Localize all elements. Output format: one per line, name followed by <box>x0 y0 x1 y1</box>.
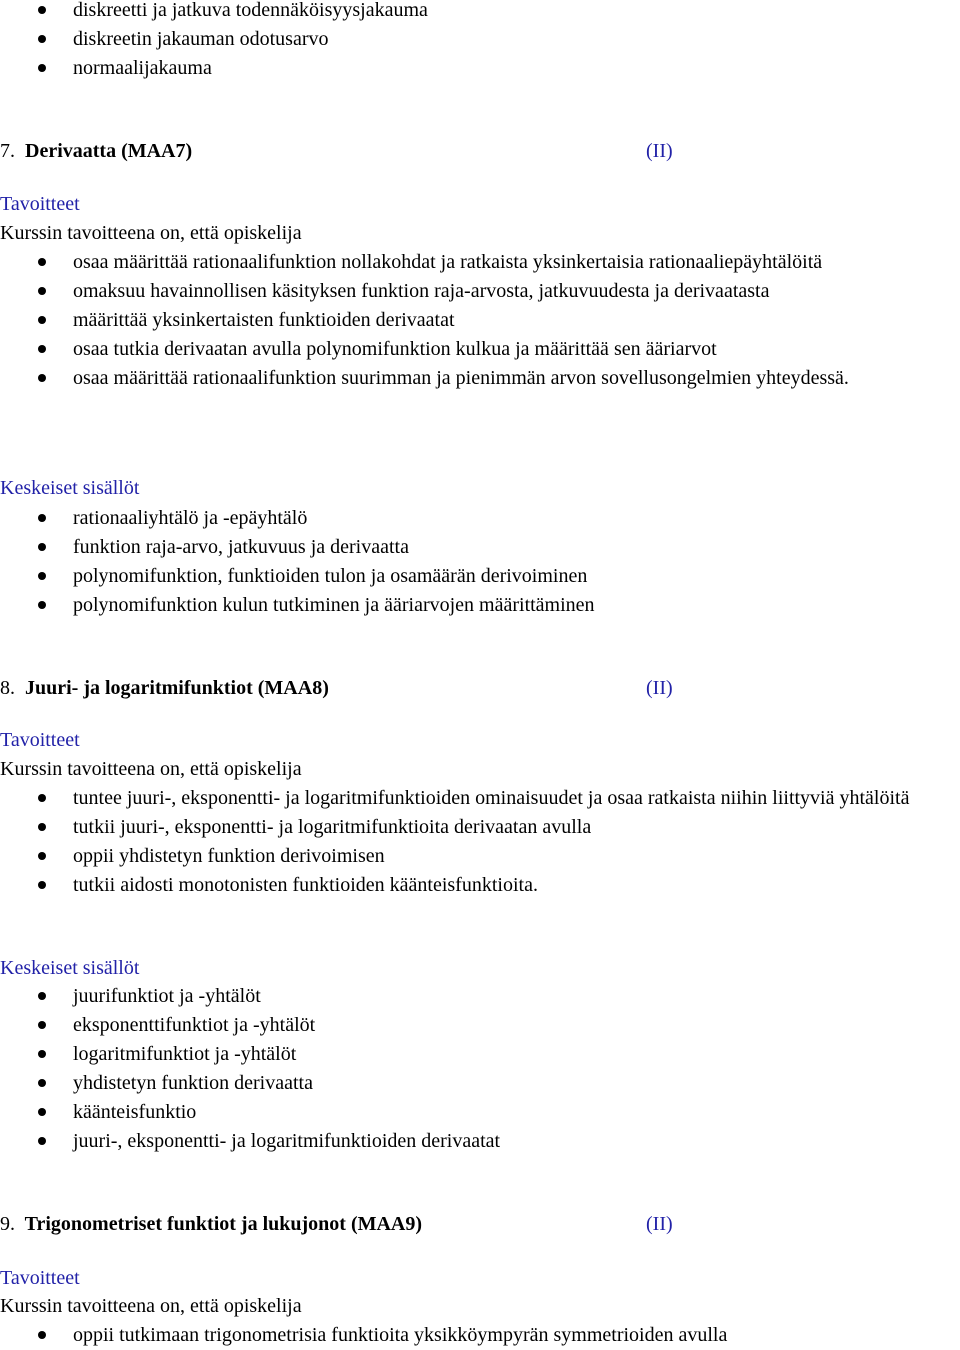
list-item: omaksuu havainnollisen käsityksen funktion raja-arvosta, jatkuvuudesta ja derivaatasta <box>0 277 960 306</box>
list-item: eksponenttifunktiot ja -yhtälöt <box>0 1011 960 1040</box>
list-item: osaa määrittää rationaalifunktion suurimman ja pienimmän arvon sovellusongelmien yhteydessä. <box>0 364 960 393</box>
section-7-goals-list <box>0 248 960 393</box>
section-7-heading <box>0 137 192 166</box>
section-number: 9. <box>0 1213 15 1235</box>
section-7-intro: Kurssin tavoitteena on, että opiskelija <box>0 222 302 244</box>
list-item: oppii tutkimaan trigonometrisia funktioita yksikköympyrän symmetrioiden avulla <box>0 1321 960 1350</box>
section-7-level: (II) <box>646 140 673 162</box>
list-item: tuntee juuri-, eksponentti- ja logaritmifunktioiden ominaisuudet ja osaa ratkaista niihin liittyviä yhtälöitä <box>0 784 960 813</box>
section-9-level: (II) <box>646 1213 673 1235</box>
list-item: tutkii aidosti monotonisten funktioiden käänteisfunktioita. <box>0 871 960 900</box>
list-item: yhdistetyn funktion derivaatta <box>0 1069 960 1098</box>
section-7-goals-label: Tavoitteet <box>0 193 80 215</box>
section-7-content-list <box>0 504 960 620</box>
section-8-goals-label: Tavoitteet <box>0 729 80 751</box>
section-title: Derivaatta (MAA7) <box>25 140 193 162</box>
section-8-goals-list <box>0 784 960 900</box>
section-7-content-label: Keskeiset sisällöt <box>0 477 140 499</box>
section-8-content-label: Keskeiset sisällöt <box>0 957 140 979</box>
list-item: polynomifunktion kulun tutkiminen ja ääriarvojen määrittäminen <box>0 591 960 620</box>
list-item: tutkii juuri-, eksponentti- ja logaritmifunktioita derivaatan avulla <box>0 813 960 842</box>
list-item: oppii yhdistetyn funktion derivoimisen <box>0 842 960 871</box>
section-8-level: (II) <box>646 677 673 699</box>
list-item: määrittää yksinkertaisten funktioiden derivaatat <box>0 306 960 335</box>
list-item: diskreetin jakauman odotusarvo <box>0 25 960 54</box>
list-item: normaalijakauma <box>0 54 960 83</box>
list-item: käänteisfunktio <box>0 1098 960 1127</box>
list-item: osaa määrittää rationaalifunktion nollakohdat ja ratkaista yksinkertaisia rationaaliepäyhtälöitä <box>0 248 960 277</box>
section-9-intro: Kurssin tavoitteena on, että opiskelija <box>0 1295 302 1317</box>
section-8-heading <box>0 674 329 703</box>
section-9-heading <box>0 1210 422 1239</box>
section-number: 7. <box>0 140 15 162</box>
section-9-goals-list <box>0 1321 960 1350</box>
list-item: juuri-, eksponentti- ja logaritmifunktioiden derivaatat <box>0 1127 960 1156</box>
section-9-goals-label: Tavoitteet <box>0 1267 80 1289</box>
section-title: Juuri- ja logaritmifunktiot (MAA8) <box>25 677 329 699</box>
section-number: 8. <box>0 677 15 699</box>
section-8-content-list <box>0 982 960 1156</box>
list-item: juurifunktiot ja -yhtälöt <box>0 982 960 1011</box>
list-item: logaritmifunktiot ja -yhtälöt <box>0 1040 960 1069</box>
list-item: polynomifunktion, funktioiden tulon ja osamäärän derivoiminen <box>0 562 960 591</box>
section-title: Trigonometriset funktiot ja lukujonot (MAA9) <box>24 1213 423 1235</box>
list-item: funktion raja-arvo, jatkuvuus ja derivaatta <box>0 533 960 562</box>
list-item: rationaaliyhtälö ja -epäyhtälö <box>0 504 960 533</box>
section-8-intro: Kurssin tavoitteena on, että opiskelija <box>0 758 302 780</box>
list-item: diskreetti ja jatkuva todennäköisyysjakauma <box>0 0 960 25</box>
top-list <box>0 0 960 83</box>
list-item: osaa tutkia derivaatan avulla polynomifunktion kulkua ja määrittää sen ääriarvot <box>0 335 960 364</box>
